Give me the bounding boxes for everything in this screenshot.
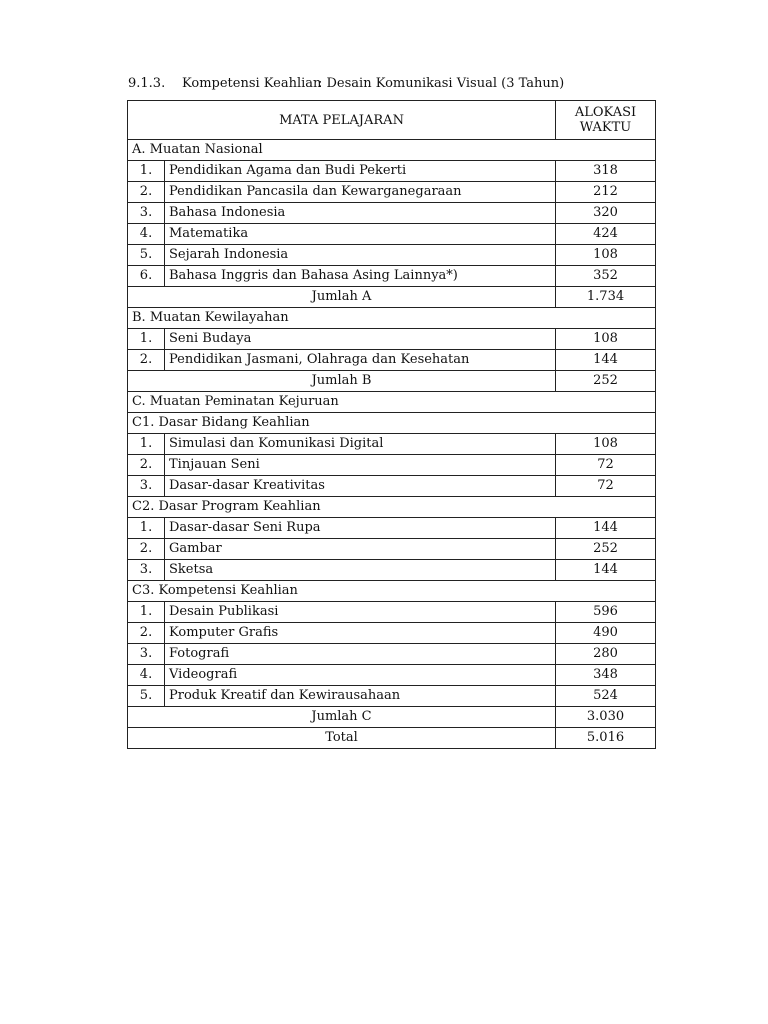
section-title-b: B. Muatan Kewilayahan — [128, 308, 656, 329]
row-time: 424 — [556, 224, 656, 245]
table-row — [128, 245, 656, 266]
row-number: 2. — [128, 455, 165, 476]
table-row — [128, 560, 656, 581]
heading-value: : Desain Komunikasi Visual (3 Tahun) — [318, 76, 565, 91]
row-number: 2. — [128, 182, 165, 203]
row-subject: Komputer Grafis — [165, 623, 556, 644]
section-title-a: A. Muatan Nasional — [128, 140, 656, 161]
table-row — [128, 665, 656, 686]
table-row — [128, 161, 656, 182]
row-number: 1. — [128, 434, 165, 455]
table-row — [128, 539, 656, 560]
section-row — [128, 392, 656, 413]
section-heading — [128, 76, 688, 92]
grand-total-row — [128, 728, 656, 749]
table-row — [128, 518, 656, 539]
row-time: 72 — [556, 476, 656, 497]
section-title-c: C. Muatan Peminatan Kejuruan — [128, 392, 656, 413]
table-row — [128, 623, 656, 644]
table-row — [128, 644, 656, 665]
row-time: 596 — [556, 602, 656, 623]
row-subject: Sketsa — [165, 560, 556, 581]
subtotal-row — [128, 287, 656, 308]
subsection-row — [128, 581, 656, 602]
grand-total-value: 5.016 — [556, 728, 656, 749]
row-time: 108 — [556, 245, 656, 266]
row-time: 348 — [556, 665, 656, 686]
subsection-title-c3: C3. Kompetensi Keahlian — [128, 581, 656, 602]
subtotal-value-b: 252 — [556, 371, 656, 392]
row-number: 6. — [128, 266, 165, 287]
table-row — [128, 182, 656, 203]
header-subject: MATA PELAJARAN — [128, 101, 556, 140]
row-subject: Dasar-dasar Seni Rupa — [165, 518, 556, 539]
subtotal-row — [128, 707, 656, 728]
table-header-row — [128, 101, 656, 140]
subtotal-value-a: 1.734 — [556, 287, 656, 308]
row-subject: Seni Budaya — [165, 329, 556, 350]
row-subject: Bahasa Indonesia — [165, 203, 556, 224]
subtotal-value-c: 3.030 — [556, 707, 656, 728]
row-number: 4. — [128, 224, 165, 245]
heading-label: Kompetensi Keahlian — [182, 76, 322, 91]
subsection-row — [128, 497, 656, 518]
subtotal-label-a: Jumlah A — [128, 287, 556, 308]
row-number: 5. — [128, 245, 165, 266]
row-number: 4. — [128, 665, 165, 686]
section-row — [128, 308, 656, 329]
subtotal-label-b: Jumlah B — [128, 371, 556, 392]
row-time: 490 — [556, 623, 656, 644]
row-number: 3. — [128, 203, 165, 224]
row-number: 5. — [128, 686, 165, 707]
row-subject: Desain Publikasi — [165, 602, 556, 623]
row-number: 1. — [128, 518, 165, 539]
subtotal-label-c: Jumlah C — [128, 707, 556, 728]
row-subject: Matematika — [165, 224, 556, 245]
row-time: 352 — [556, 266, 656, 287]
row-time: 72 — [556, 455, 656, 476]
row-time: 524 — [556, 686, 656, 707]
table-row — [128, 224, 656, 245]
row-subject: Pendidikan Pancasila dan Kewarganegaraan — [165, 182, 556, 203]
row-subject: Dasar-dasar Kreativitas — [165, 476, 556, 497]
row-time: 280 — [556, 644, 656, 665]
row-time: 320 — [556, 203, 656, 224]
row-time: 144 — [556, 518, 656, 539]
row-number: 3. — [128, 644, 165, 665]
row-number: 2. — [128, 539, 165, 560]
header-time: ALOKASI WAKTU — [556, 101, 656, 140]
section-row — [128, 140, 656, 161]
subsection-row — [128, 413, 656, 434]
row-number: 1. — [128, 329, 165, 350]
row-time: 108 — [556, 329, 656, 350]
table-row — [128, 203, 656, 224]
row-subject: Sejarah Indonesia — [165, 245, 556, 266]
table-row — [128, 350, 656, 371]
row-subject: Pendidikan Jasmani, Olahraga dan Kesehatan — [165, 350, 556, 371]
row-number: 3. — [128, 476, 165, 497]
row-number: 1. — [128, 161, 165, 182]
heading-number: 9.1.3. — [128, 76, 166, 91]
row-subject: Tinjauan Seni — [165, 455, 556, 476]
row-subject: Produk Kreatif dan Kewirausahaan — [165, 686, 556, 707]
subtotal-row — [128, 371, 656, 392]
table-row — [128, 329, 656, 350]
row-number: 2. — [128, 350, 165, 371]
row-time: 252 — [556, 539, 656, 560]
row-subject: Simulasi dan Komunikasi Digital — [165, 434, 556, 455]
row-number: 1. — [128, 602, 165, 623]
row-time: 144 — [556, 560, 656, 581]
row-time: 212 — [556, 182, 656, 203]
row-time: 318 — [556, 161, 656, 182]
row-subject: Fotografi — [165, 644, 556, 665]
row-number: 2. — [128, 623, 165, 644]
subsection-title-c2: C2. Dasar Program Keahlian — [128, 497, 656, 518]
row-number: 3. — [128, 560, 165, 581]
row-subject: Gambar — [165, 539, 556, 560]
subsection-title-c1: C1. Dasar Bidang Keahlian — [128, 413, 656, 434]
row-subject: Bahasa Inggris dan Bahasa Asing Lainnya*) — [165, 266, 556, 287]
row-subject: Videografi — [165, 665, 556, 686]
table-row — [128, 266, 656, 287]
table-row — [128, 686, 656, 707]
table-row — [128, 434, 656, 455]
table-row — [128, 455, 656, 476]
curriculum-table — [127, 100, 656, 749]
row-subject: Pendidikan Agama dan Budi Pekerti — [165, 161, 556, 182]
grand-total-label: Total — [128, 728, 556, 749]
table-row — [128, 476, 656, 497]
row-time: 108 — [556, 434, 656, 455]
table-row — [128, 602, 656, 623]
row-time: 144 — [556, 350, 656, 371]
